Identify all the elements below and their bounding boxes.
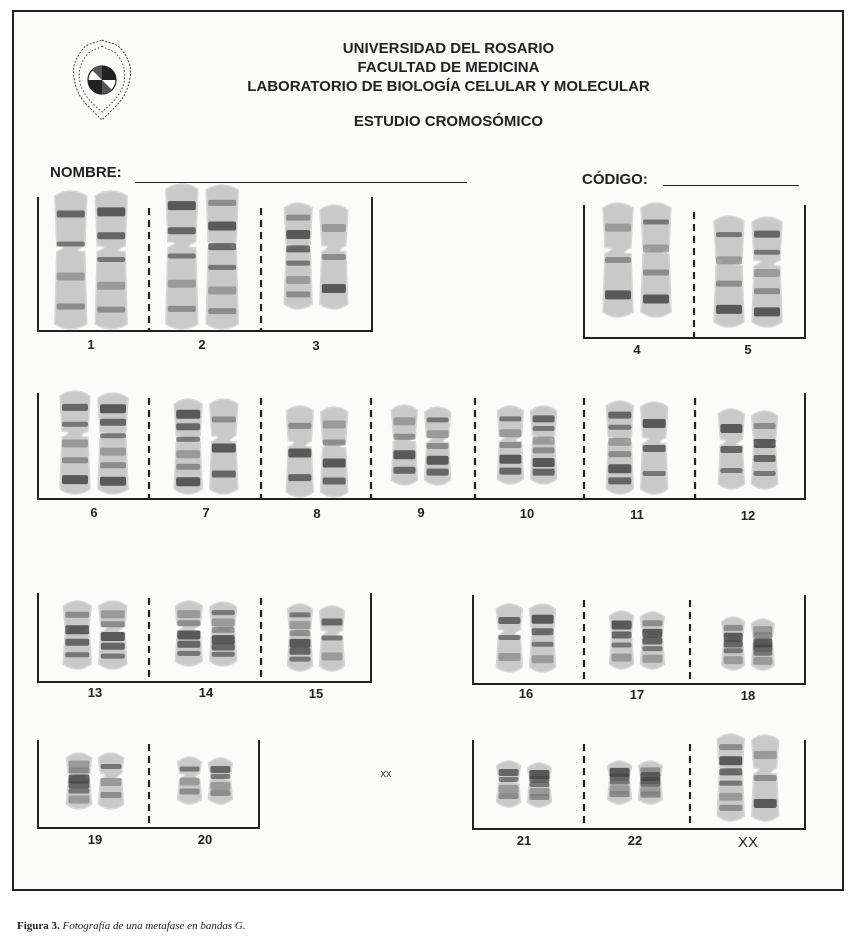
chromosome: [206, 185, 238, 329]
chromosome: [752, 735, 779, 821]
pair-label: 20: [197, 832, 213, 847]
pair-label: 8: [313, 506, 321, 521]
caption-text: Fotografía de una metafase en bandas G.: [62, 920, 246, 932]
chromosome: [530, 604, 556, 672]
pair-label: XX: [737, 834, 759, 851]
chromosome: [210, 602, 237, 666]
pair-label: 15: [308, 686, 324, 701]
chromosome: [425, 407, 451, 485]
chromosome: [751, 619, 774, 670]
faculty-name: FACULTAD DE MEDICINA: [357, 59, 540, 76]
chromosome: [63, 601, 91, 669]
chromosome: [610, 611, 634, 669]
chromosome: [722, 617, 745, 670]
university-name: UNIVERSIDAD DEL ROSARIO: [342, 40, 555, 57]
chromosome: [284, 203, 312, 309]
chromosome: [638, 761, 662, 804]
chromosome: [531, 406, 557, 484]
pair-label: 21: [516, 833, 532, 848]
figure-caption: [17, 920, 246, 932]
pair-label: 3: [312, 338, 320, 353]
chromosome: [603, 203, 633, 317]
caption-label: Figura 3.: [17, 920, 60, 932]
chromosome: [67, 753, 92, 809]
chromosome: [166, 184, 198, 329]
chromosome: [714, 216, 744, 327]
chromosome: [99, 753, 124, 809]
pair-label: 10: [519, 506, 535, 521]
pair-label: 13: [87, 685, 103, 700]
laboratory-name: LABORATORIO DE BIOLOGÍA CELULAR Y MOLECULAR: [247, 78, 650, 95]
pair-label: 5: [744, 342, 752, 357]
chromosome: [210, 399, 238, 494]
chromosome: [641, 402, 668, 494]
chromosome: [320, 606, 345, 671]
pair-label: 19: [87, 832, 103, 847]
pair-label: 1: [87, 337, 95, 352]
chromosome: [527, 763, 551, 807]
chromosome: [497, 761, 521, 807]
chromosome: [99, 601, 127, 669]
karyotype-group-frame: [38, 393, 805, 499]
name-label: NOMBRE:: [50, 164, 122, 181]
center-xx-label: xx: [380, 768, 392, 780]
chromosome: [391, 405, 417, 485]
pair-label: 14: [198, 685, 214, 700]
chromosome: [718, 409, 744, 489]
pair-label: 17: [629, 687, 645, 702]
chromosome: [55, 191, 87, 329]
chromosome: [95, 191, 127, 329]
chromosome: [608, 761, 632, 804]
pair-label: 12: [740, 508, 756, 523]
chromosome: [640, 612, 664, 669]
chromosome: [496, 604, 522, 672]
chromosome: [208, 758, 232, 804]
chromosome: [752, 217, 782, 327]
pair-label: 2: [198, 337, 206, 352]
chromosome: [606, 401, 633, 494]
pair-label: 16: [518, 686, 534, 701]
chromosome: [717, 734, 744, 821]
pair-label: 4: [633, 342, 641, 357]
chromosome: [286, 406, 313, 497]
pair-label: 18: [740, 688, 756, 703]
chromosome: [321, 407, 348, 497]
code-label: CÓDIGO:: [582, 171, 648, 188]
pair-label: 6: [90, 505, 98, 520]
chromosome: [320, 205, 348, 309]
chromosome: [98, 393, 128, 494]
chromosome: [178, 757, 202, 804]
chromosome: [641, 203, 671, 317]
pair-label: 9: [417, 505, 425, 520]
chromosome: [60, 391, 90, 494]
chromosome: [174, 399, 202, 494]
chromosome: [175, 601, 202, 666]
chromosome: [288, 604, 313, 671]
chromosome: [497, 406, 523, 484]
pair-label: 11: [630, 507, 644, 522]
pair-label: 22: [627, 833, 643, 848]
chromosome: [752, 411, 778, 489]
study-title: ESTUDIO CROMOSÓMICO: [353, 113, 544, 130]
pair-label: 7: [202, 505, 210, 520]
